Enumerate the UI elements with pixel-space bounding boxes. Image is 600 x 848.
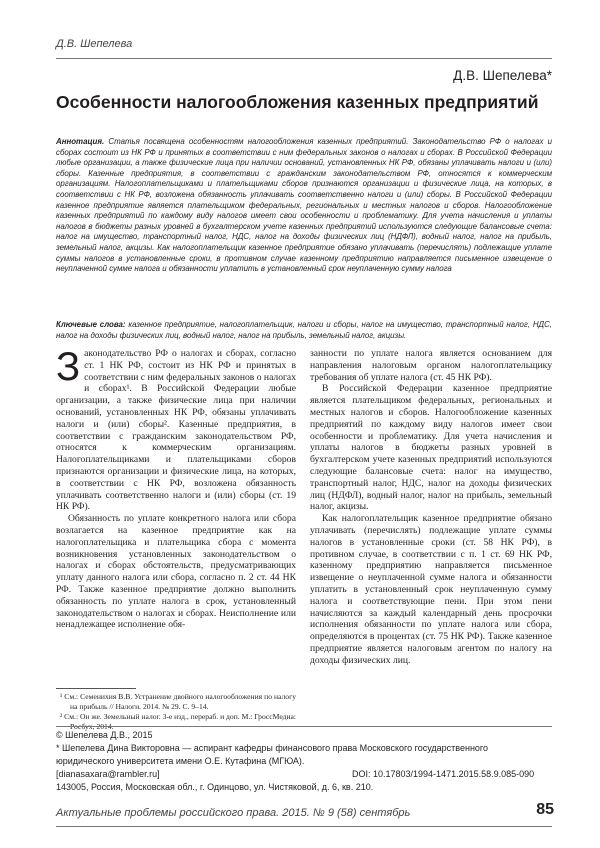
header-divider	[56, 58, 552, 59]
footnote: ² См.: Он же. Земельный налог. 3-е изд., перераб. и доп. М.: ГроссМедиа: Росбух, 2014.	[60, 712, 297, 731]
copyright: © Шепелева Д.В., 2015	[56, 730, 153, 740]
body-paragraph: Как налогоплательщик казенное предприятие обязано уплачивать (перечислять) подлежащие уплате суммы налогов в установленные сроки (ст. 58 НК РФ), в противном случае, в соответствии с п. 1 ст. 69 НК РФ, казенному предприятию направляется письменное извещение о неуплаченной сумме налога и обязанности уплатить в установленный срок неуплаченную сумму налога и соответствующие пени. При этом пени начисляются за каждый календарный день просрочки исполнения обязанности по уплате налога или сбора, определяются в процентах (ст. 75 НК РФ). Также казенное предприятие является налоговым агентом по налогу на доходы физических лиц.	[310, 513, 552, 666]
author-email[interactable]: [dianasaxara@rambler.ru]	[56, 769, 160, 779]
body-paragraph: Обязанность по уплате конкретного налога или сбора возлагается на казенное предприятие как на налогоплательщика и плательщика сбора с момента возникновения установленных законодательством о налогах и сборах обстоятельств, предусматривающих уплату данного налога или сбора, согласно п. 2 ст. 44 НК РФ. Также казенное предприятие должно выполнить обязанность по уплате налога в срок, установленный законодательством о налогах и сборах. Неисполнение или ненадлежащее исполнение обя-	[56, 513, 296, 631]
body-column-right	[310, 348, 552, 667]
footnote: ¹ См.: Семенихия В.В. Устранение двойного налогообложения по налогу на прибыль // Налоги. 2014. № 29. С. 9–14.	[60, 692, 296, 711]
author-info-divider	[56, 726, 552, 727]
abstract	[56, 137, 552, 275]
drop-cap: З	[56, 345, 81, 389]
author-affiliation: юридического университета имени О.Е. Кутафина (МГЮА).	[56, 756, 305, 766]
journal-footer: Актуальные проблемы российского права. 2015. № 9 (58) сентябрь	[56, 807, 411, 819]
body-paragraph: В Российской Федерации казенное предприятие является плательщиком федеральных, региональных и местных налогов и сборов. Налогообложение казенных предприятий по каждому виду налогов имеет свои особенности и проблематику. Для учета начисления и уплаты налогов в бюджеты разных уровней в бухгалтерском учете казенных предприятий используются следующие балансовые счета: налог на имущество, транспортный налог, НДС, налог на доходы физических лиц (НДФЛ), водный налог, налог на прибыль, земельный налог, акцизы.	[310, 383, 552, 513]
email-doi-row	[56, 768, 556, 781]
author-info	[56, 729, 556, 794]
footer-divider	[56, 826, 552, 827]
page-number: 85	[536, 801, 554, 818]
keywords-text: казенное предприятие, налогоплательщик, налоги и сборы, налог на имущество, транспортный налог, НДС, налог на доходы физических лиц, водный налог, налог на прибыль, земельный налог, акцизы.	[56, 320, 552, 340]
article-author: Д.В. Шепелева*	[453, 68, 552, 83]
footnote-divider	[56, 688, 136, 689]
keywords	[56, 320, 552, 341]
abstract-text: Статья посвящена особенностям налогообложения казенных предприятий. Законодательство РФ о налогах и сборах состоит из НК РФ и принятых в соответствии с ним федеральных законов о налогах и сборах. В Российской Федерации любые организации, а также физические лица при наличии оснований, установленных НК РФ, обязаны уплачивать налоги и (или) сборы. Казенные предприятия, в соответствии с гражданским законодательством РФ, относятся к коммерческим организациям. Налогоплательщиками и плательщиками сборов признаются организации и физические лица, на которых, в соответствии с НК РФ, возложена обязанность уплачивать соответственно налоги и (или) сборы. В Российской Федерации казенное предприятие является плательщиком федеральных, региональных и местных налогов и сборов. Налогообложение казенных предприятий по каждому виду налогов имеет свои особенности и проблематику. Для учета начисления и уплаты налогов в бюджеты разных уровней в бухгалтерском учете казенных предприятий используются следующие балансовые счета: налог на имущество, транспортный налог, НДС, налог на доходы физических лиц (НДФЛ), водный налог, налог на прибыль, земельный налог, акцизы. Как налогоплательщик казенное предприятие обязано уплачивать (перечислять) подлежащие уплате суммы налогов в установленные сроки, в противном случае казенному предприятию направляется письменное извещение о неуплаченной сумме налога и обязанности уплатить в установленный срок неуплаченную сумму налога	[56, 137, 552, 274]
article-title: Особенности налогообложения казенных предприятий	[56, 92, 539, 112]
abstract-label: Аннотация.	[56, 137, 105, 146]
running-head: Д.В. Шепелева	[56, 38, 133, 50]
body-paragraph: занности по уплате налога является основанием для направления налоговым органом налогоплательщику требования об уплате налога (ст. 45 НК РФ).	[310, 348, 552, 383]
keywords-label: Ключевые слова:	[56, 320, 126, 329]
body-column-left	[56, 345, 296, 631]
author-note: * Шепелева Дина Викторовна — аспирант кафедры финансового права Московского государственного	[56, 743, 489, 753]
body-paragraph: Законодательство РФ о налогах и сборах, согласно ст. 1 НК РФ, состоит из НК РФ и принятых в соответствии с ним федеральных законов о налогах и сборах¹. В Российской Федерации любые организации, а также физические лица при наличии оснований, установленных НК РФ, обязаны уплачивать налоги и (или) сборы². Казенные предприятия, в соответствии с гражданским законодательством РФ, относятся к коммерческим организациям. Налогоплательщиками и плательщиками сборов признаются организации и физические лица, на которых, в соответствии с НК РФ, возложена обязанность уплачивать соответственно налоги и (или) сборы (ст. 19 НК РФ).	[56, 345, 296, 513]
doi[interactable]: DOI: 10.17803/1994-1471.2015.58.9.085-090	[352, 769, 535, 779]
author-address: 143005, Россия, Московская обл., г. Одинцово, ул. Чистяковой, д. 6, кв. 210.	[56, 782, 374, 792]
